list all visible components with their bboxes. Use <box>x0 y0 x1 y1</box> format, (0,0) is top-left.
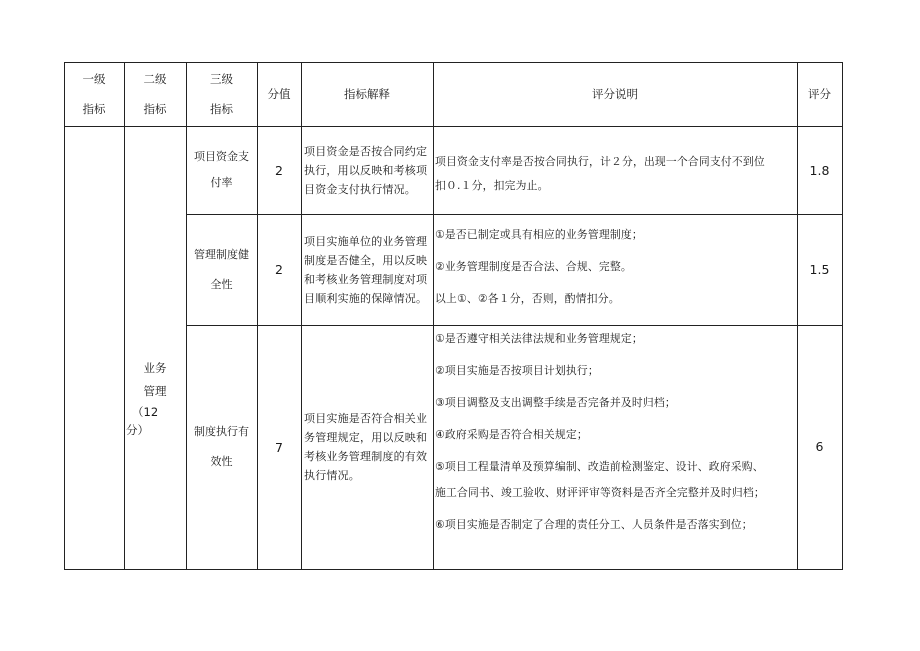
row2-level3-line: 管理制度健 <box>194 247 249 261</box>
row1-weight-value: 2 <box>275 162 283 178</box>
header-level3 <box>186 62 257 126</box>
row3-explanation-line: 项目实施是否符合相关业 <box>304 412 428 425</box>
row2-score-value: 1.5 <box>809 262 830 277</box>
header-explanation-text: 指标解释 <box>344 86 390 101</box>
group-line: 管理 <box>143 383 167 398</box>
group-line: 分） <box>126 422 149 437</box>
row1-explanation-line: 执行，用以反映和考核项 <box>304 163 428 177</box>
row3-criteria-line: 施工合同书、竣工验收、财评评审等资料是否齐全完整并及时归档； <box>435 486 765 499</box>
row3-explanation-line: 执行情况。 <box>304 469 360 482</box>
row1-explanation <box>301 126 433 214</box>
row3-criteria-line: ⑥项目实施是否制定了合理的责任分工、人员条件是否落实到位； <box>435 518 753 531</box>
header-level2-line2: 指标 <box>143 102 167 116</box>
row1-score <box>797 126 842 214</box>
row3-explanation-line: 务管理规定，用以反映和 <box>304 431 428 444</box>
row1-criteria <box>433 150 797 198</box>
row1-level3-line: 项目资金支 <box>194 150 249 163</box>
evaluation-table <box>64 62 843 570</box>
row3-criteria <box>433 326 797 538</box>
header-score <box>797 62 842 126</box>
row1-weight <box>257 126 301 214</box>
grid-line <box>64 62 65 570</box>
row3-criteria-line: ②项目实施是否按项目计划执行； <box>435 364 599 377</box>
row1-level3 <box>186 126 257 214</box>
row3-explanation <box>301 325 433 569</box>
grid-line <box>64 126 843 127</box>
header-explanation <box>301 62 433 126</box>
grid-line <box>124 62 125 570</box>
row2-explanation-line: 和考核业务管理制度对项 <box>304 272 428 286</box>
row1-level3-line: 付率 <box>210 176 233 189</box>
group-line: （12 <box>132 404 159 419</box>
row3-score-value: 6 <box>815 439 824 454</box>
header-criteria <box>433 62 797 126</box>
row3-level3 <box>186 325 257 569</box>
header-score-weight <box>257 62 301 126</box>
header-criteria-text: 评分说明 <box>592 86 638 101</box>
row3-level3-line: 制度执行有 <box>194 425 249 438</box>
header-level2 <box>124 62 186 126</box>
row2-weight-value: 2 <box>275 262 283 277</box>
group-business-management <box>124 325 186 470</box>
row2-explanation-line: 项目实施单位的业务管理 <box>304 234 428 248</box>
row1-score-value: 1.8 <box>809 162 830 178</box>
row3-weight-value: 7 <box>275 439 283 455</box>
row2-explanation-line: 制度是否健全，用以反映 <box>304 253 428 267</box>
row1-explanation-line: 目资金支付执行情况。 <box>304 182 416 196</box>
header-level2-line1: 二级 <box>143 72 167 86</box>
header-score-text: 评分 <box>808 86 831 101</box>
row3-explanation-line: 考核业务管理制度的有效 <box>304 450 428 463</box>
header-level1-line2: 指标 <box>82 102 106 116</box>
header-level3-line2: 指标 <box>210 102 233 116</box>
row2-level3-line: 全性 <box>210 277 233 291</box>
row1-explanation-line: 项目资金是否按合同约定 <box>304 144 428 158</box>
row3-score <box>797 325 842 569</box>
row1-criteria-line: 项目资金支付率是否按合同执行，计２分，出现一个合同支付不到位 <box>435 155 765 168</box>
row3-weight <box>257 325 301 569</box>
row2-explanation <box>301 214 433 325</box>
header-score-weight-text: 分值 <box>267 86 291 101</box>
row3-criteria-line: ①是否遵守相关法律法规和业务管理规定； <box>435 332 643 345</box>
row2-score <box>797 214 842 325</box>
grid-line <box>842 62 843 570</box>
row2-criteria-line: 以上①、②各１分，否则，酌情扣分。 <box>435 292 620 305</box>
row2-weight <box>257 214 301 325</box>
row3-criteria-line: ③项目调整及支出调整手续是否完备并及时归档； <box>435 396 676 409</box>
row2-criteria-line: ①是否已制定或具有相应的业务管理制度； <box>435 228 643 241</box>
row3-level3-line: 效性 <box>210 455 233 468</box>
header-level3-line1: 三级 <box>210 72 233 86</box>
row3-criteria-line: ⑤项目工程量清单及预算编制、改造前检测鉴定、设计、政府采购、 <box>435 460 764 473</box>
row2-criteria <box>433 219 797 315</box>
row1-criteria-line: 扣０.１分，扣完为止。 <box>435 179 549 192</box>
row2-level3 <box>186 214 257 325</box>
group-line: 业务 <box>143 360 167 375</box>
grid-line <box>64 569 843 570</box>
row2-explanation-line: 目顺利实施的保障情况。 <box>304 291 428 305</box>
header-level1 <box>64 62 124 126</box>
header-level1-line1: 一级 <box>82 72 106 86</box>
row2-criteria-line: ②业务管理制度是否合法、合规、完整。 <box>435 260 632 273</box>
row3-criteria-line: ④政府采购是否符合相关规定； <box>435 428 588 441</box>
